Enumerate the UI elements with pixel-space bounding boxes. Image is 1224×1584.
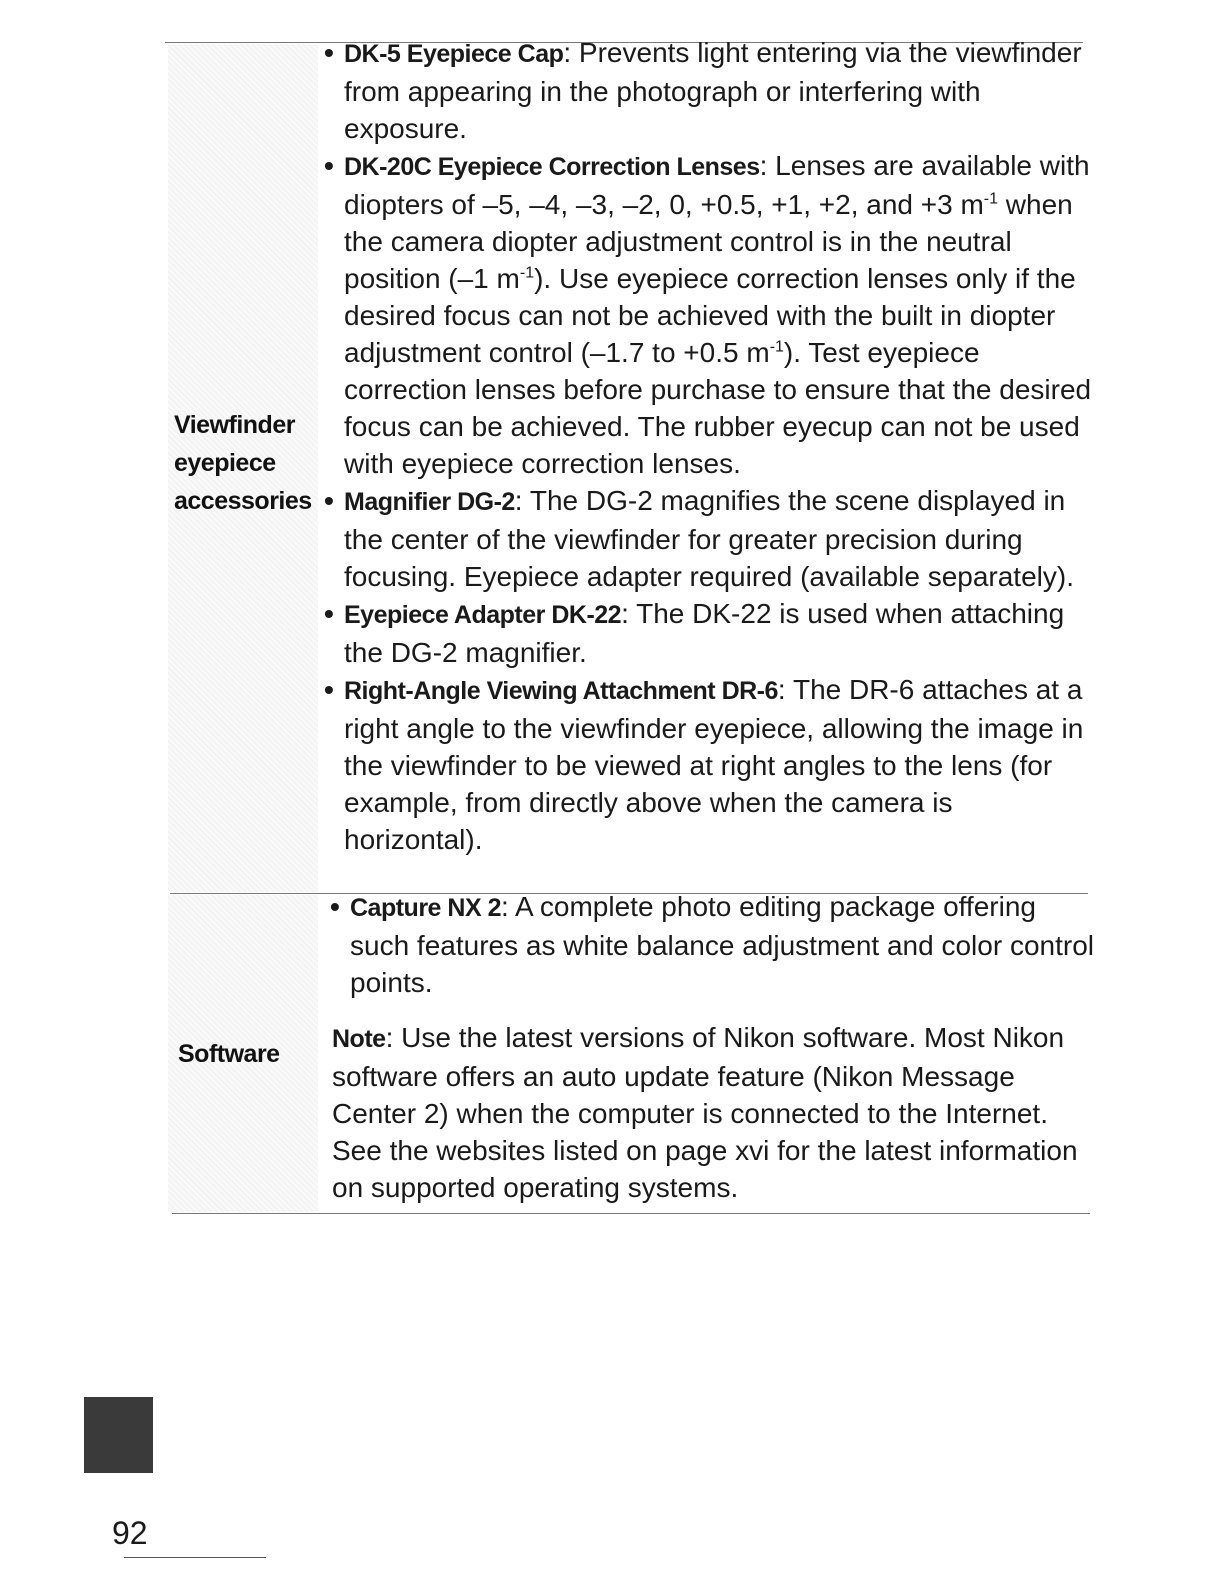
page-number: 92 <box>112 1515 148 1551</box>
item-term: Magnifier DG-2 <box>344 488 515 516</box>
superscript-c: -1 <box>769 338 784 356</box>
viewfinder-row-label: Viewfinder eyepiece accessories <box>174 411 312 515</box>
bullet-glyph: • <box>324 485 334 516</box>
item-text: : The DK-22 is used when attaching the DG-2 magnifier. <box>344 598 1065 668</box>
section-thumb-tab <box>84 1397 153 1473</box>
list-item-dg2 <box>322 482 1092 595</box>
list-item-dr6 <box>322 671 1092 858</box>
bullet-glyph: • <box>330 891 340 922</box>
list-item-capture-nx2 <box>328 888 1098 1001</box>
bullet-glyph: • <box>324 674 334 705</box>
item-term: DK-20C Eyepiece Correction Lenses <box>344 153 760 181</box>
item-text-part-c: ). Use eyepiece correction lenses only if the desired focus can not be achieved with the built in diopter adjustment control (–1.7 to +0.5 m <box>344 263 1076 368</box>
note-term: Note <box>332 1025 386 1053</box>
software-row-label: Software <box>178 1040 280 1068</box>
bullet-glyph: • <box>324 37 334 68</box>
list-item-dk22 <box>322 595 1092 671</box>
item-text: : A complete photo editing package offering such features as white balance adjustment and color control points. <box>350 891 1094 998</box>
software-list <box>328 888 1098 1234</box>
list-item-dk5 <box>322 34 1092 147</box>
item-text-part-b: when the camera diopter adjustment control is in the neutral position (–1 m <box>344 189 1073 294</box>
bullet-glyph: • <box>324 598 334 629</box>
item-text-part-a: : Lenses are available with diopters of –5, –4, –3, –2, 0, +0.5, +1, +2, and +3 m <box>344 150 1090 220</box>
item-text: : The DR-6 attaches at a right angle to the viewfinder eyepiece, allowing the image in the viewfinder to be viewed at right angles to the lens (for example, from directly above when the camera is horizontal). <box>344 674 1084 855</box>
item-term: Eyepiece Adapter DK-22 <box>344 601 622 629</box>
page-number-underline <box>124 1557 266 1558</box>
item-term: Capture NX 2 <box>350 894 501 922</box>
note-text: : Use the latest versions of Nikon software. Most Nikon software offers an auto update feature (Nikon Message Center 2) when the computer is connected to the Internet. See the websites listed on page xvi for the latest information on supported operating systems. <box>332 1022 1078 1203</box>
item-text-part-d: ). Test eyepiece correction lenses before purchase to ensure that the desired focus can be achieved. The rubber eyecup can not be used with eyepiece correction lenses. <box>344 337 1092 479</box>
item-text: : The DG-2 magnifies the scene displayed in the center of the viewfinder for greater precision during focusing. Eyepiece adapter required (available separately). <box>344 485 1074 592</box>
viewfinder-accessories-list <box>322 34 1092 858</box>
item-term: Right-Angle Viewing Attachment DR-6 <box>344 677 778 705</box>
item-term: DK-5 Eyepiece Cap <box>344 40 564 68</box>
list-item-dk20c <box>322 147 1092 482</box>
bullet-glyph: • <box>324 150 334 181</box>
item-text: : Prevents light entering via the viewfinder from appearing in the photograph or interfering with exposure. <box>344 37 1082 144</box>
superscript-a: -1 <box>983 190 999 208</box>
superscript-b: -1 <box>519 264 535 282</box>
table-bottom-rule <box>172 1213 1090 1214</box>
software-note <box>328 1019 1098 1206</box>
